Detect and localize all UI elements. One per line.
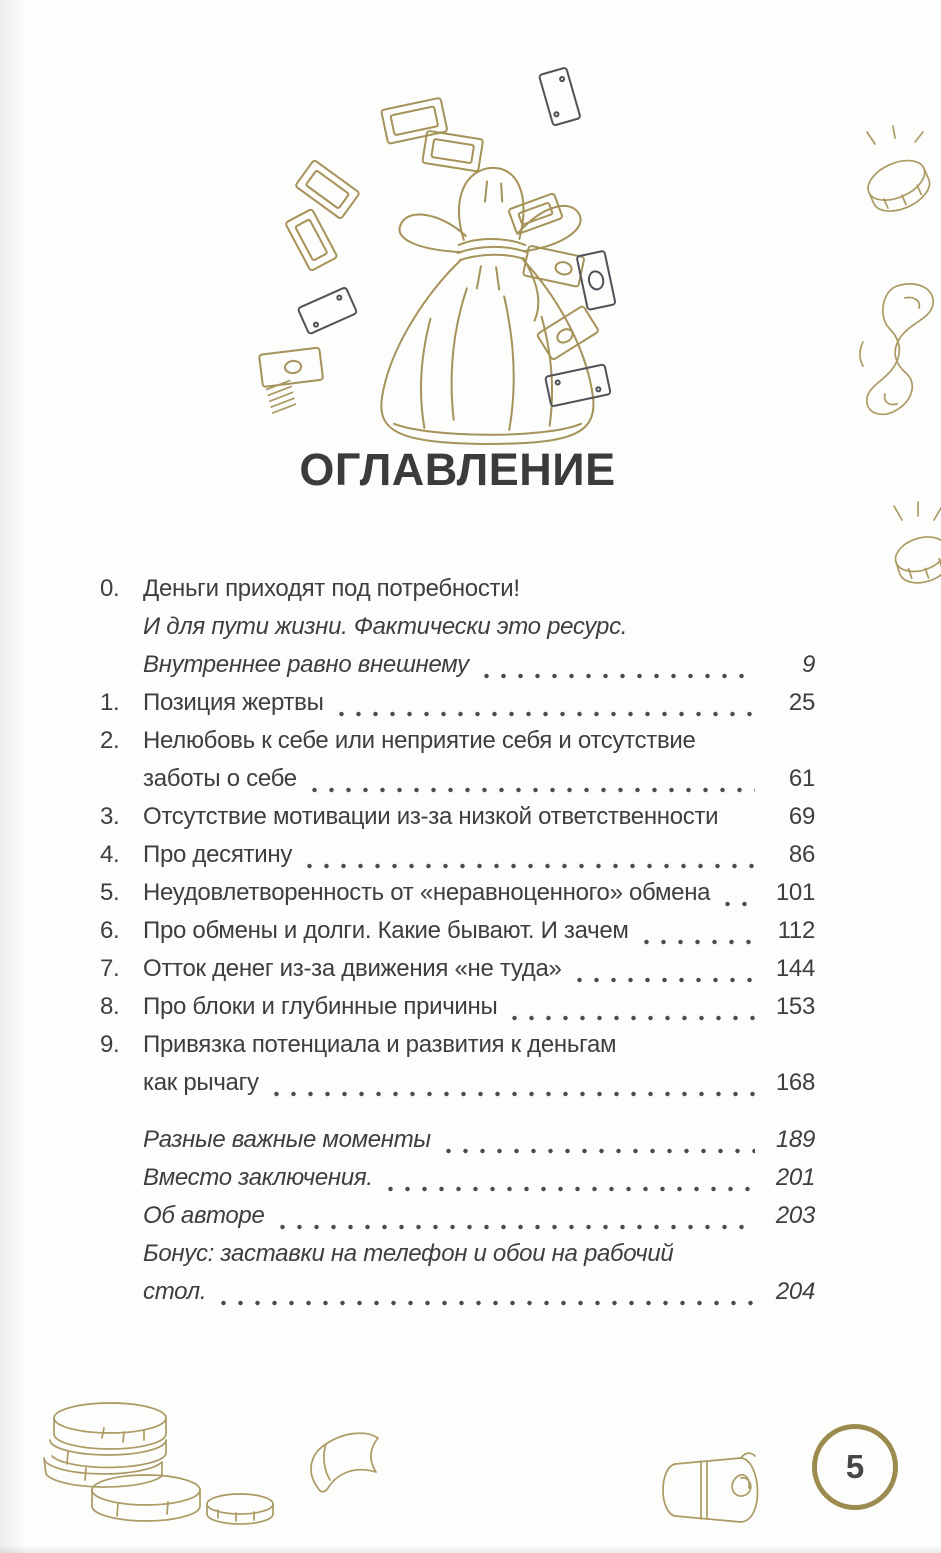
toc-page-number (763, 570, 815, 608)
banknote-icon (298, 287, 357, 334)
toc-item-title: Бонус: заставки на телефон и обои на рабочий (143, 1240, 674, 1267)
toc-item-number: 4. (100, 841, 120, 868)
toc-item-number: 0. (100, 575, 120, 602)
toc-item-number: 3. (100, 803, 120, 830)
banknote-icon (508, 193, 563, 234)
toc-page-number: 101 (775, 879, 815, 906)
toc-item-title: стол. (143, 1278, 207, 1305)
toc-page-number: 168 (775, 1069, 815, 1096)
toc-row (100, 836, 815, 874)
toc-row (100, 608, 815, 646)
toc-item-number (100, 1121, 143, 1159)
toc-row (100, 646, 815, 684)
banknote-icon (523, 246, 585, 287)
page-number: 5 (845, 1448, 865, 1485)
toc-item-number: 7. (100, 955, 120, 982)
toc-dot-leader (636, 938, 755, 950)
banknote-icon (422, 131, 483, 172)
coin-icon (855, 122, 941, 222)
toc-item-title: Неудовлетворенность от «неравноценного» обмена (143, 879, 711, 906)
toc-row (100, 570, 815, 608)
toc-item-number (100, 760, 143, 798)
toc-item-number: 1. (100, 689, 120, 716)
toc-page-number: 61 (788, 765, 815, 792)
toc-item-number: 8. (100, 993, 120, 1020)
toc-dot-leader (331, 710, 755, 722)
toc-row (100, 988, 815, 1026)
toc-dot-leader (725, 824, 755, 836)
toc-row (100, 950, 815, 988)
toc-row (100, 912, 815, 950)
toc-dot-leader (569, 976, 755, 988)
toc-item-title: Разные важные моменты (143, 1126, 431, 1153)
toc-page-number: 9 (801, 651, 815, 678)
toc-item-title: Внутреннее равно внешнему (143, 651, 469, 678)
banknote-icon (285, 209, 337, 271)
toc-dot-leader (527, 596, 755, 608)
toc-dot-leader (266, 1090, 755, 1102)
toc-page-number: 144 (775, 955, 815, 982)
toc-page-number: 203 (775, 1202, 815, 1229)
toc-dot-leader (438, 1147, 755, 1159)
toc-item-number (100, 1064, 143, 1102)
rolled-banknote-icon (645, 1442, 775, 1534)
toc-page-number (763, 722, 815, 760)
toc-item-number (100, 1197, 143, 1235)
toc-item-number (100, 608, 143, 646)
toc-dot-leader (476, 672, 755, 684)
banknote-icon (259, 347, 323, 386)
coin-stack-icon (28, 1392, 388, 1537)
toc-item-title: Нелюбовь к себе или неприятие себя и отсутствие (143, 727, 696, 754)
toc-row (100, 722, 815, 760)
toc-item-title: И для пути жизни. Фактически это ресурс. (143, 613, 628, 640)
coin-icon (888, 492, 941, 592)
toc-dot-leader (304, 786, 755, 798)
toc-page-number (763, 1235, 815, 1273)
banknote-icon (545, 364, 611, 406)
banknote-icon (577, 251, 616, 310)
toc-item-number (100, 1273, 143, 1311)
toc-item-number: 9. (100, 1031, 120, 1058)
banknote-icon (381, 98, 447, 144)
page-number-badge (812, 1424, 898, 1510)
page-edge-shadow (0, 0, 26, 1553)
toc-item-title: Отток денег из-за движения «не туда» (143, 955, 562, 982)
toc-dot-leader (504, 1014, 755, 1026)
toc-item-number (100, 1235, 143, 1273)
banknote-icon (295, 160, 360, 219)
toc-row (100, 1197, 815, 1235)
toc-item-title: Отсутствие мотивации из-за низкой ответственности (143, 803, 719, 830)
toc-page-number: 112 (777, 917, 815, 944)
toc-dot-leader (680, 1261, 755, 1273)
banknote-icon (855, 278, 941, 428)
toc-dot-leader (703, 748, 755, 760)
toc-item-title: Про блоки и глубинные причины (143, 993, 498, 1020)
toc-dot-leader (380, 1185, 755, 1197)
money-bag-icon (252, 42, 718, 446)
toc-item-number: 6. (100, 917, 120, 944)
toc-row (100, 1121, 815, 1159)
toc-dot-leader (717, 900, 755, 912)
toc-dot-leader (634, 634, 755, 646)
toc-row (100, 1273, 815, 1311)
toc-page-number: 69 (788, 803, 815, 830)
toc-page-number: 204 (775, 1278, 815, 1305)
toc-dot-leader (213, 1299, 755, 1311)
toc-page-number: 189 (775, 1126, 815, 1153)
toc-page-number: 201 (775, 1164, 815, 1191)
toc-list (100, 570, 815, 1311)
toc-item-title: заботы о себе (143, 765, 297, 792)
toc-page-number: 153 (775, 993, 815, 1020)
banknote-icon (539, 67, 581, 125)
toc-item-title: Вместо заключения. (143, 1164, 373, 1191)
toc-dot-leader (299, 862, 755, 874)
toc-row (100, 874, 815, 912)
toc-item-number: 5. (100, 879, 120, 906)
toc-page-number: 86 (788, 841, 815, 868)
toc-item-title: как рычагу (143, 1069, 259, 1096)
page-title: ОГЛАВЛЕНИЕ (299, 444, 616, 495)
toc-row (100, 1026, 815, 1064)
toc-item-number: 2. (100, 727, 120, 754)
toc-row (100, 1159, 815, 1197)
toc-dot-leader (272, 1223, 755, 1235)
toc-page-number: 25 (788, 689, 815, 716)
toc-item-title: Про десятину (143, 841, 293, 868)
toc-row (100, 760, 815, 798)
toc-page-number (763, 608, 815, 646)
toc-item-number (100, 646, 143, 684)
toc-item-title: Про обмены и долги. Какие бывают. И зачем (143, 917, 629, 944)
toc-row (100, 1235, 815, 1273)
toc-item-title: Позиция жертвы (143, 689, 324, 716)
toc-item-title: Деньги приходят под потребности! (143, 575, 520, 602)
toc-page-number (763, 1026, 815, 1064)
toc-row (100, 684, 815, 722)
page-bottom-shadow (0, 1545, 941, 1553)
toc-item-title: Об авторе (143, 1202, 265, 1229)
toc-row (100, 1064, 815, 1102)
toc-row (100, 798, 815, 836)
toc-item-title: Привязка потенциала и развития к деньгам (143, 1031, 617, 1058)
money-bag-illustration (252, 42, 718, 446)
toc-dot-leader (623, 1052, 755, 1064)
toc-item-number (100, 1159, 143, 1197)
